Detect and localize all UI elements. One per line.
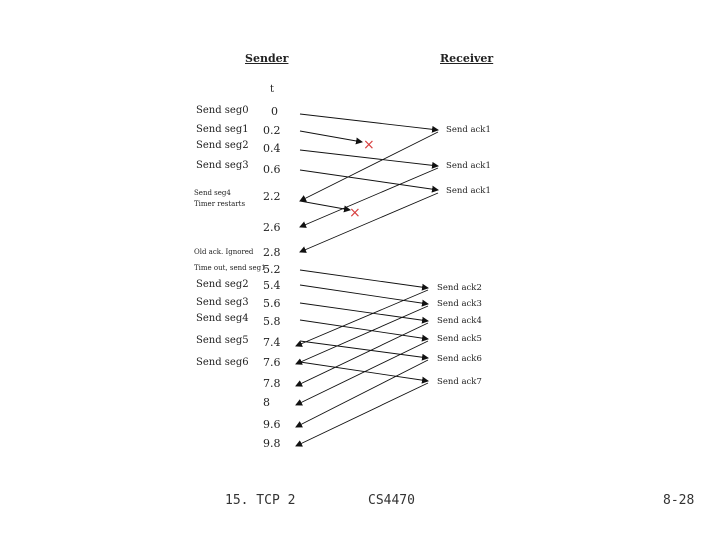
sender-label: Send seg0 bbox=[196, 105, 249, 116]
ack-arrow bbox=[296, 323, 428, 386]
sender-label: Send seg5 bbox=[196, 335, 249, 346]
time-value: 7.8 bbox=[263, 377, 281, 390]
segment-arrow bbox=[300, 303, 428, 321]
sender-label: Send seg4 bbox=[196, 313, 249, 324]
time-value: 2.2 bbox=[263, 190, 281, 203]
footer-course: CS4470 bbox=[368, 493, 415, 508]
segment-arrow bbox=[300, 341, 428, 358]
time-value: 0 bbox=[271, 105, 278, 118]
sender-header: Sender bbox=[245, 52, 289, 65]
time-value: 0.2 bbox=[263, 124, 281, 137]
sender-label: Send seg6 bbox=[196, 357, 249, 368]
segment-arrow bbox=[300, 114, 438, 130]
receiver-label: Send ack1 bbox=[446, 161, 491, 171]
segment-arrow-lost bbox=[300, 131, 362, 142]
time-value: 7.4 bbox=[263, 336, 281, 349]
footer-chapter: 15. TCP 2 bbox=[225, 493, 296, 508]
time-axis-label: t bbox=[270, 84, 275, 95]
ack-arrow bbox=[300, 168, 438, 227]
sender-label: Send seg2 bbox=[196, 140, 249, 151]
sender-label: Timer restarts bbox=[194, 200, 246, 208]
time-value: 9.6 bbox=[263, 418, 281, 431]
time-value: 2.6 bbox=[263, 221, 281, 234]
sender-label: Send seg2 bbox=[196, 279, 249, 290]
receiver-label: Send ack5 bbox=[437, 334, 482, 344]
ack-arrow bbox=[296, 341, 428, 405]
receiver-label: Send ack1 bbox=[446, 186, 491, 196]
receiver-header: Receiver bbox=[440, 52, 494, 65]
sender-label: Old ack. Ignored bbox=[194, 248, 254, 256]
time-value: 9.8 bbox=[263, 437, 281, 450]
time-value: 0.6 bbox=[263, 163, 281, 176]
sender-label: Send seg3 bbox=[196, 297, 249, 308]
time-value: 5.2 bbox=[263, 263, 281, 276]
ack-arrow bbox=[300, 193, 438, 252]
receiver-label: Send ack6 bbox=[437, 354, 482, 364]
receiver-label: Send ack1 bbox=[446, 125, 491, 135]
sender-label: Send seg4 bbox=[194, 189, 231, 197]
ack-arrow bbox=[296, 383, 428, 446]
sender-label: Send seg3 bbox=[196, 160, 249, 171]
receiver-label: Send ack4 bbox=[437, 316, 482, 326]
sender-label: Send seg1 bbox=[196, 124, 249, 135]
ack-arrow bbox=[296, 360, 428, 427]
segment-arrow bbox=[300, 285, 428, 304]
time-value: 8 bbox=[263, 396, 270, 409]
time-value: 7.6 bbox=[263, 356, 281, 369]
segment-arrow bbox=[300, 170, 438, 190]
loss-marker: × bbox=[349, 205, 361, 221]
time-value: 5.4 bbox=[263, 279, 281, 292]
receiver-label: Send ack2 bbox=[437, 283, 482, 293]
time-value: 5.6 bbox=[263, 297, 281, 310]
time-value: 5.8 bbox=[263, 315, 281, 328]
time-value: 0.4 bbox=[263, 142, 281, 155]
segment-arrow bbox=[300, 270, 428, 288]
receiver-label: Send ack7 bbox=[437, 377, 482, 387]
loss-marker: × bbox=[363, 137, 375, 153]
receiver-label: Send ack3 bbox=[437, 299, 482, 309]
time-value: 2.8 bbox=[263, 246, 281, 259]
footer-page-number: 8-28 bbox=[663, 493, 695, 508]
segment-arrow bbox=[300, 362, 428, 381]
sender-label: Time out, send seg1 bbox=[194, 264, 266, 272]
